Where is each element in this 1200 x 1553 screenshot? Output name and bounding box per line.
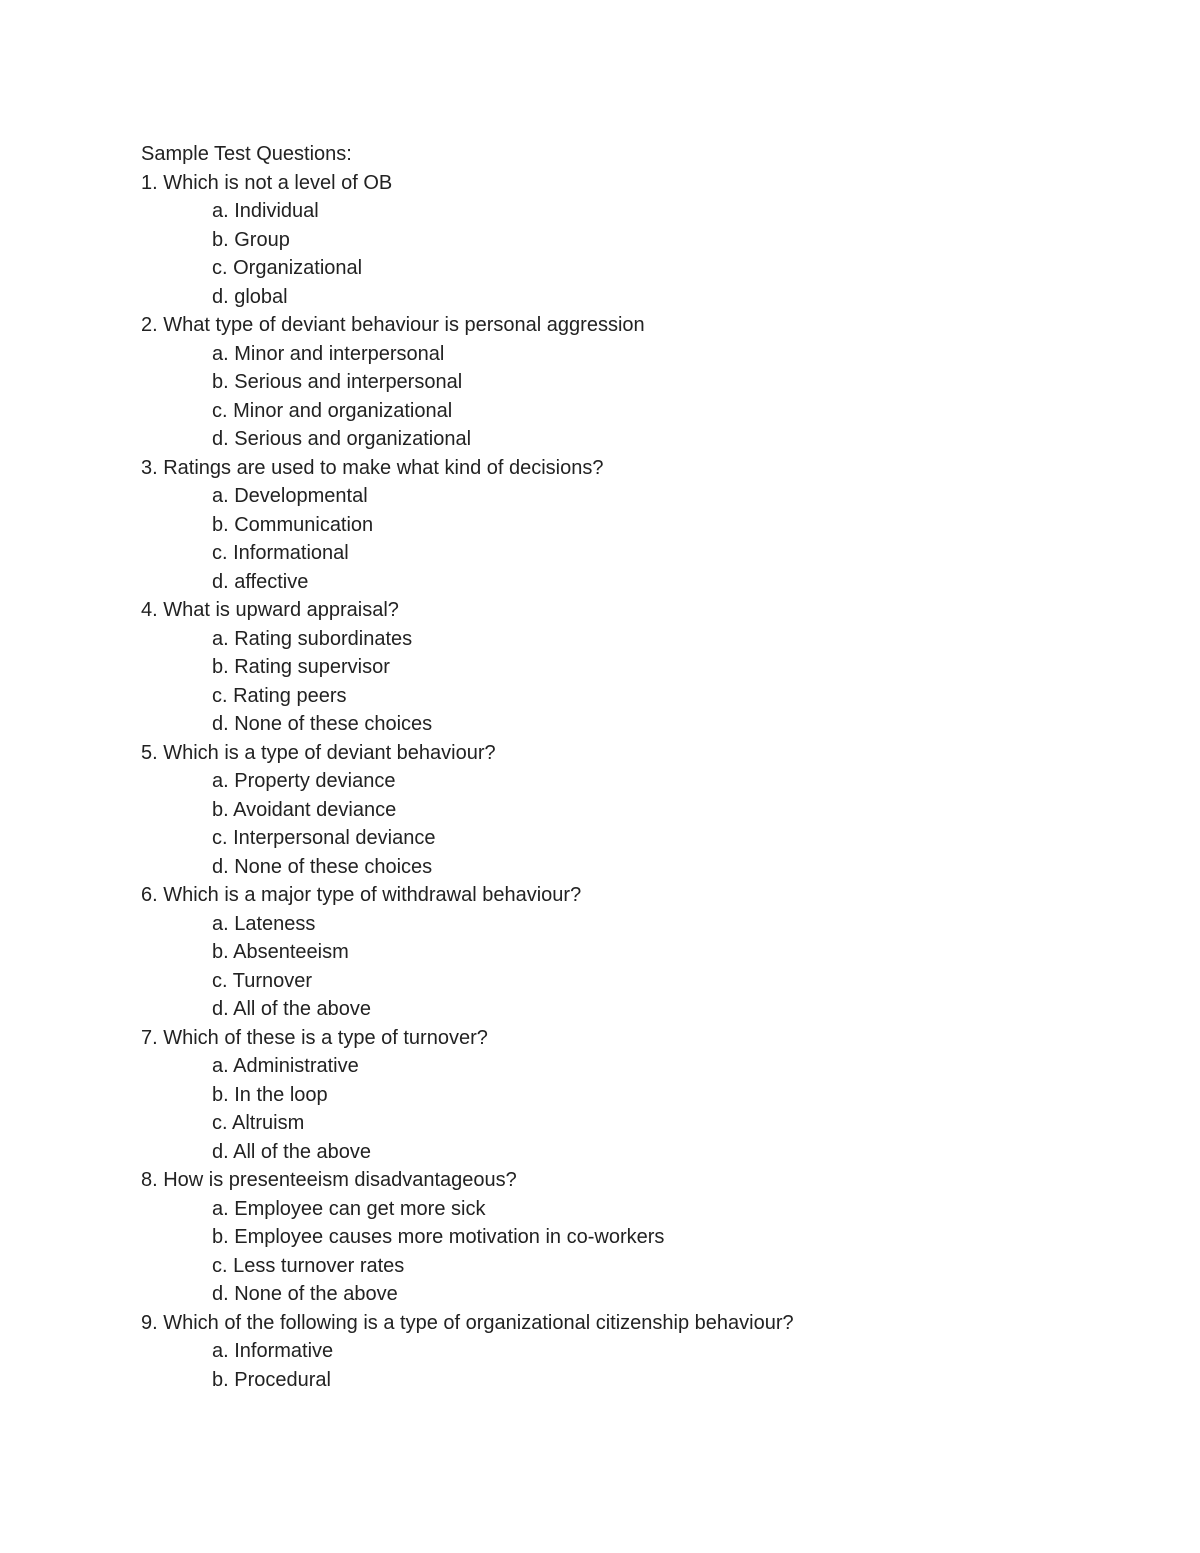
question-8 — [141, 1166, 1141, 1309]
answer-option: b. Communication — [212, 513, 374, 536]
answer-option: a. Employee can get more sick — [212, 1197, 486, 1220]
answer-option: c. Organizational — [212, 257, 363, 279]
answer-option: d. affective — [212, 570, 309, 593]
answer-option: b. In the loop — [212, 1083, 328, 1106]
question-text: 4. What is upward appraisal? — [141, 599, 399, 621]
question-text: 6. Which is a major type of withdrawal behaviour? — [141, 884, 582, 906]
answer-option: a. Developmental — [212, 485, 368, 507]
question-6 — [141, 881, 1141, 1024]
document-heading: Sample Test Questions: — [141, 143, 352, 165]
question-4 — [141, 596, 1141, 739]
answer-option: b. Serious and interpersonal — [212, 371, 463, 393]
answer-option: d. None of these choices — [212, 713, 433, 735]
answer-option: c. Minor and organizational — [212, 399, 453, 422]
answer-option: c. Less turnover rates — [212, 1254, 405, 1277]
answer-option: a. Minor and interpersonal — [212, 342, 445, 365]
question-text: 9. Which of the following is a type of organizational citizenship behaviour? — [141, 1311, 794, 1334]
answer-option: a. Individual — [212, 200, 319, 222]
answer-option: b. Absenteeism — [212, 941, 349, 963]
answer-option: c. Altruism — [212, 1112, 305, 1134]
answer-option: a. Administrative — [212, 1055, 359, 1077]
answer-option: b. Procedural — [212, 1368, 331, 1391]
question-text: 3. Ratings are used to make what kind of decisions? — [141, 456, 604, 479]
question-3 — [141, 454, 1141, 597]
question-text: 5. Which is a type of deviant behaviour? — [141, 741, 496, 764]
question-5 — [141, 739, 1141, 882]
answer-option: a. Informative — [212, 1340, 334, 1362]
answer-option: a. Rating subordinates — [212, 627, 413, 650]
answer-option: c. Informational — [212, 542, 349, 564]
question-text: 1. Which is not a level of OB — [141, 171, 393, 194]
answer-option: b. Employee causes more motivation in co-workers — [212, 1226, 665, 1248]
answer-option: c. Rating peers — [212, 684, 347, 707]
question-1 — [141, 169, 1141, 312]
answer-option: b. Rating supervisor — [212, 656, 390, 678]
answer-option: d. Serious and organizational — [212, 428, 472, 450]
answer-option: c. Turnover — [212, 969, 313, 992]
answer-option: c. Interpersonal deviance — [212, 827, 436, 849]
question-7 — [141, 1024, 1141, 1167]
question-text: 2. What type of deviant behaviour is personal aggression — [141, 314, 645, 336]
answer-option: a. Lateness — [212, 912, 316, 935]
question-9 — [141, 1309, 1141, 1395]
answer-option: a. Property deviance — [212, 770, 396, 792]
question-text: 7. Which of these is a type of turnover? — [141, 1026, 488, 1049]
answer-option: d. All of the above — [212, 1140, 372, 1163]
question-text: 8. How is presenteeism disadvantageous? — [141, 1169, 517, 1191]
answer-option: d. None of the above — [212, 1283, 398, 1305]
answer-option: d. global — [212, 285, 288, 308]
answer-option: b. Group — [212, 228, 290, 251]
answer-option: d. All of the above — [212, 998, 372, 1020]
question-2 — [141, 311, 1141, 454]
answer-option: d. None of these choices — [212, 855, 433, 878]
answer-option: b. Avoidant deviance — [212, 798, 397, 821]
document-body — [141, 140, 1141, 1394]
